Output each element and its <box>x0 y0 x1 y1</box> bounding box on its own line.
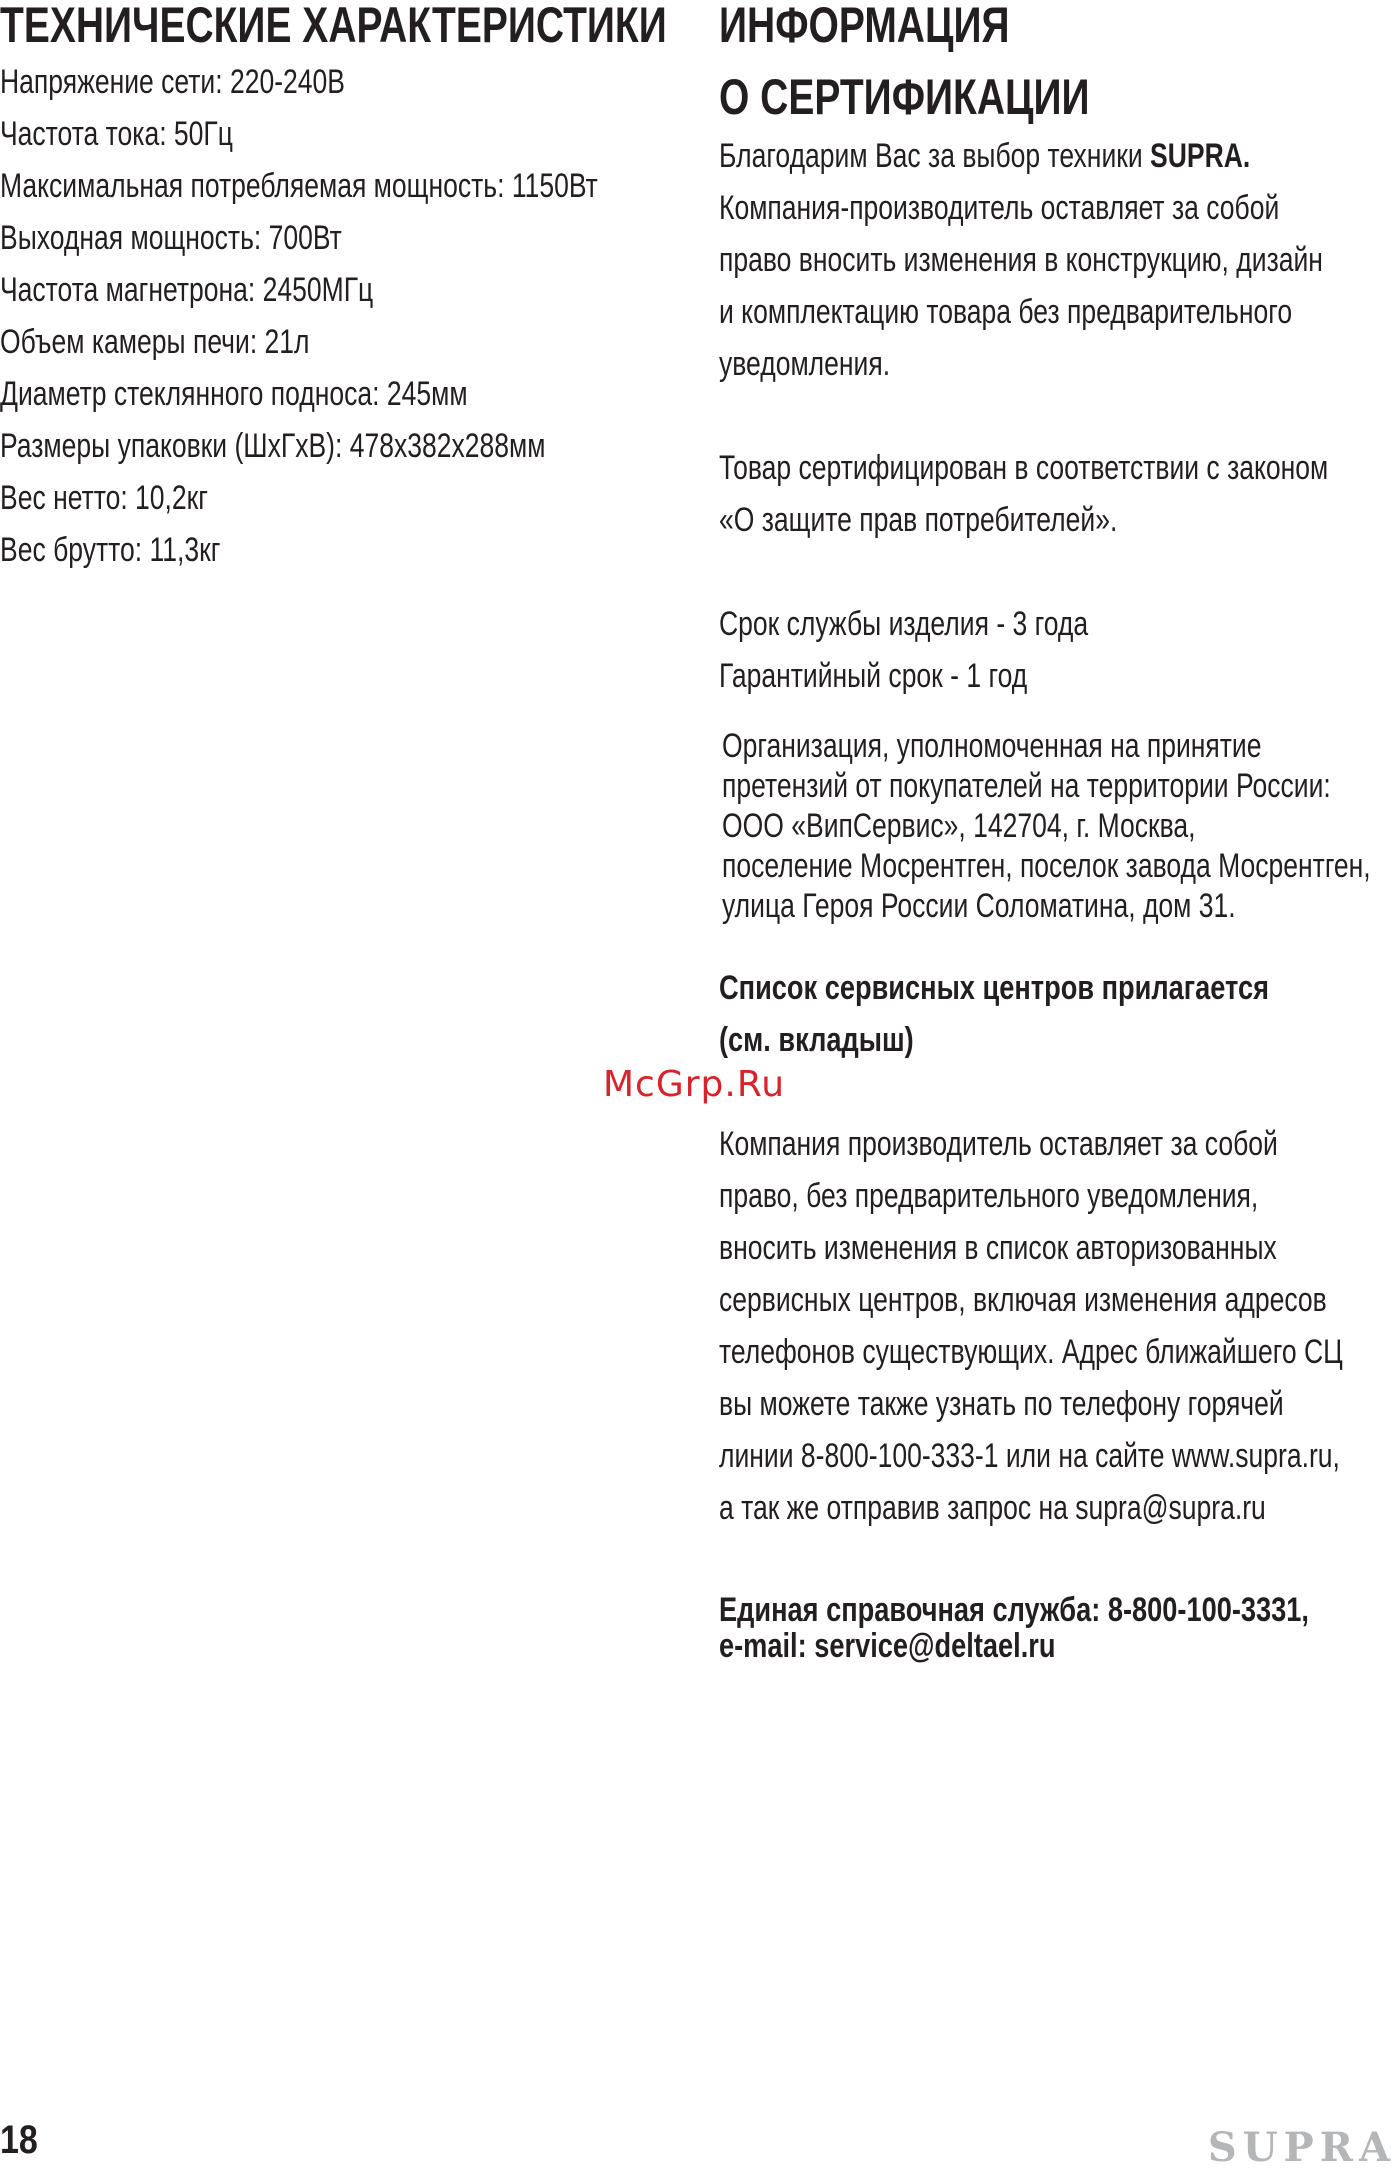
intro-line: и комплектацию товара без предварительного <box>719 293 1293 331</box>
org-line: улица Героя России Соломатина, дом 31. <box>722 887 1236 925</box>
spec-package-size: Размеры упаковки (ШхГхВ): 478х382х288мм <box>0 427 546 465</box>
page-number: 18 <box>0 2118 38 2162</box>
spec-voltage: Напряжение сети: 220-240В <box>0 63 345 101</box>
spec-tray-diameter: Диаметр стеклянного подноса: 245мм <box>0 375 468 413</box>
intro-line: Компания-производитель оставляет за собой <box>719 189 1280 227</box>
helpdesk-line: e-mail: service@deltael.ru <box>719 1627 1056 1665</box>
supra-logo: SUPRA <box>1207 2124 1396 2171</box>
changes-line: Компания производитель оставляет за собой <box>719 1125 1278 1163</box>
changes-paragraph <box>719 1118 1396 1534</box>
spec-gross-weight: Вес брутто: 11,3кг <box>0 531 221 569</box>
spec-net-weight: Вес нетто: 10,2кг <box>0 479 208 517</box>
certification-title-line-2: О СЕРТИФИКАЦИИ <box>719 69 1090 125</box>
spec-frequency: Частота тока: 50Гц <box>0 115 233 153</box>
tech-specs-title: ТЕХНИЧЕСКИЕ ХАРАКТЕРИСТИКИ <box>0 0 667 53</box>
changes-line: сервисных центров, включая изменения адресов <box>719 1281 1327 1319</box>
org-line: Организация, уполномоченная на принятие <box>722 727 1262 765</box>
changes-line: а так же отправив запрос на supra@supra.ru <box>719 1489 1266 1527</box>
spec-magnetron-frequency: Частота магнетрона: 2450МГц <box>0 271 374 309</box>
organization-paragraph <box>722 726 1396 926</box>
helpdesk-line: Единая справочная служба: 8-800-100-3331, <box>719 1591 1309 1629</box>
tech-specs-list <box>0 56 766 576</box>
certification-paragraph <box>719 442 1396 546</box>
intro-paragraph <box>719 130 1396 390</box>
org-line: поселение Мосрентген, поселок завода Мосрентген, <box>722 847 1371 885</box>
terms-paragraph <box>719 598 1192 702</box>
cert-line: «О защите прав потребителей». <box>719 501 1118 539</box>
thanks-brand: SUPRA. <box>1150 137 1251 175</box>
thanks-line <box>719 130 1323 182</box>
service-list-line: (см. вкладыш) <box>719 1021 914 1059</box>
spec-chamber-volume: Объем камеры печи: 21л <box>0 323 310 361</box>
spec-max-power: Максимальная потребляемая мощность: 1150Вт <box>0 167 598 205</box>
service-list-line: Список сервисных центров прилагается <box>719 969 1269 1007</box>
service-life: Срок службы изделия - 3 года <box>719 605 1089 643</box>
changes-line: вносить изменения в список авторизованных <box>719 1229 1277 1267</box>
cert-line: Товар сертифицирован в соответствии с законом <box>719 449 1329 487</box>
service-centers-note <box>719 962 1396 1066</box>
helpdesk-contacts <box>719 1592 1396 1664</box>
certification-title-line-1: ИНФОРМАЦИЯ <box>719 0 1010 53</box>
watermark-text: McGrp.Ru <box>603 1064 786 1105</box>
spec-output-power: Выходная мощность: 700Вт <box>0 219 342 257</box>
changes-line: телефонов существующих. Адрес ближайшего СЦ <box>719 1333 1343 1371</box>
intro-line: уведомления. <box>719 345 891 383</box>
intro-line: право вносить изменения в конструкцию, дизайн <box>719 241 1323 279</box>
changes-line: вы можете также узнать по телефону горячей <box>719 1385 1284 1423</box>
org-line: ООО «ВипСервис», 142704, г. Москва, <box>722 807 1196 845</box>
thanks-text: Благодарим Вас за выбор техники <box>719 137 1151 175</box>
warranty-period: Гарантийный срок - 1 год <box>719 657 1028 695</box>
changes-line: право, без предварительного уведомления, <box>719 1177 1259 1215</box>
org-line: претензий от покупателей на территории России: <box>722 767 1331 805</box>
changes-line: линии 8-800-100-333-1 или на сайте www.supra.ru, <box>719 1437 1340 1475</box>
